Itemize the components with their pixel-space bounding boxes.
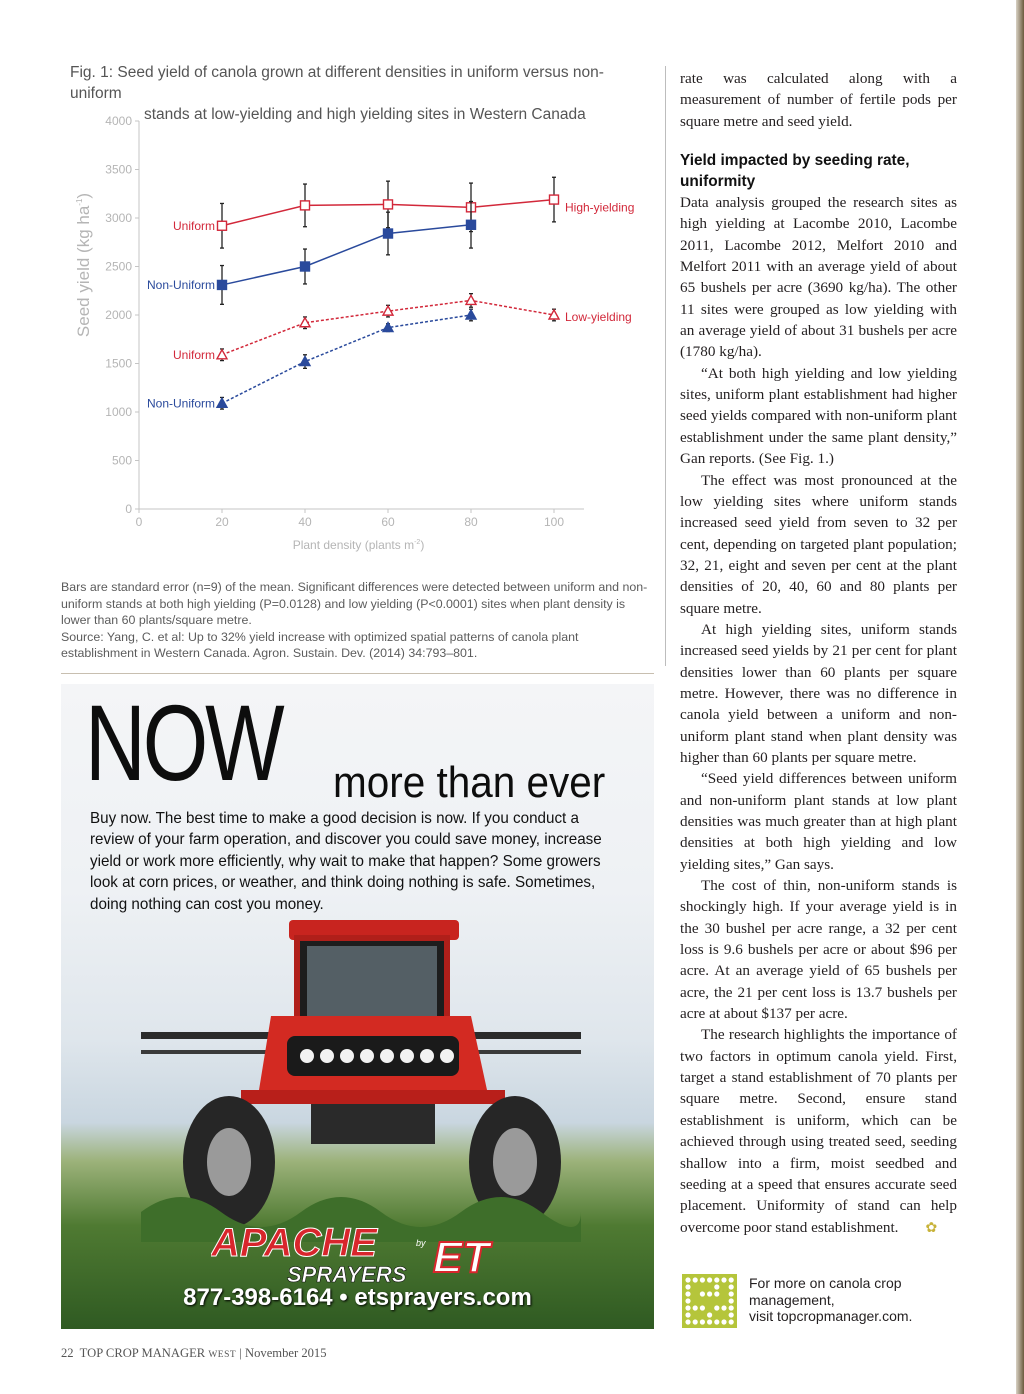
y-axis-label-text: Seed yield (kg ha (74, 205, 93, 338)
x-tick-label: 80 (464, 515, 478, 529)
data-point (550, 195, 559, 204)
group-label-high: High-yielding (565, 200, 635, 215)
article-paragraph-6: The cost of thin, non-uniform stands is shockingly high. If your average yield is in the 30 bushel per acre range, a 32 per cent loss is 9.6 bushels per acre or about $96 per acre. At an average yield of 65 bushels per acre, the 21 per cent loss is 13.7 bushels per acre at about $137 per acre. (680, 877, 957, 1023)
x-axis-label-text: Plant density (plants m (292, 538, 415, 552)
y-tick-label: 3000 (105, 211, 132, 225)
qr-dot (714, 1319, 719, 1324)
ad-brand-by: by (416, 1238, 426, 1248)
series-line-low-yielding-non-uniform (222, 315, 471, 403)
qr-dot (721, 1305, 726, 1310)
qr-dot (685, 1284, 690, 1289)
data-point (466, 295, 476, 304)
more-info-line-2: management, (749, 1291, 835, 1308)
x-axis-label-end: ) (420, 538, 425, 552)
article-paragraph-2: “At both high yielding and low yielding sites, uniform plant establishment had higher seed yields compared with non-uniform plant establishment under the same plant density,” Gan reports. (See Fig. 1.) (680, 364, 957, 468)
ad-contact[interactable]: 877-398-6164 • etsprayers.com (183, 1284, 532, 1311)
y-tick-label: 1500 (105, 356, 132, 371)
qr-dot (714, 1291, 719, 1296)
y-tick-label: 1000 (105, 405, 132, 419)
y-axis-label-end: ) (74, 192, 93, 199)
ad-body-text: Buy now. The best time to make a good decision is now. If you conduct a review of your farm operation, and discover you could save money, increase yield or work more efficiently, why wait to make that happen? Some growers look at corn prices, or weather, and think doing nothing is safe. Sometimes, doing nothing can cost you money. (90, 810, 602, 913)
figure-title-line-1: Fig. 1: Seed yield of canola grown at different densities in uniform versus non-uniform (70, 64, 604, 102)
data-point (218, 221, 227, 230)
ad-brand-sub: SPRAYERS (287, 1262, 407, 1287)
sprayer-advertisement[interactable] (61, 684, 654, 1329)
qr-dot (729, 1277, 734, 1282)
data-point (217, 398, 227, 407)
data-point (301, 201, 310, 210)
data-point (218, 280, 227, 289)
data-point (301, 262, 310, 271)
yield-chart (64, 108, 654, 558)
x-tick-label: 40 (298, 515, 312, 529)
data-point (384, 200, 393, 209)
magazine-name: TOP CROP MANAGER (79, 1346, 206, 1360)
article-intro: rate was calculated along with a measurement of number of fertile pods per square metre and seed yield. (680, 70, 957, 130)
data-point (384, 229, 393, 238)
data-point (466, 310, 476, 319)
ad-headline-more: more than ever (333, 758, 606, 807)
qr-dot (685, 1305, 690, 1310)
qr-dot (714, 1284, 719, 1289)
qr-dot (721, 1319, 726, 1324)
article-paragraph-1: Data analysis grouped the research sites as high yielding at Lacombe 2010, Lacombe 2011, Lacombe 2012, Melfort 2010 and Melfort 2011 with an average yield of about 65 bushels per acre (3690 kg/ha). The other 11 sites were grouped as low yielding with an average yield of about 31 bushels per acre (1780 kg/ha). (680, 194, 957, 361)
ad-headline-now: NOW (85, 684, 282, 803)
more-info-line-1: For more on canola crop (749, 1275, 902, 1291)
qr-dot (729, 1291, 734, 1296)
qr-dot (685, 1319, 690, 1324)
x-axis-label (293, 538, 425, 552)
qr-dot (693, 1305, 698, 1310)
figure-caption (61, 579, 651, 662)
series-label: Uniform (172, 218, 215, 233)
qr-dot (685, 1298, 690, 1303)
qr-dot (707, 1277, 712, 1282)
qr-code-icon[interactable] (682, 1274, 737, 1328)
page-number: 22 (61, 1346, 74, 1360)
sprayer-tractor-image (141, 912, 581, 1242)
qr-dot (700, 1277, 705, 1282)
qr-dot (693, 1277, 698, 1282)
series-label: Uniform (172, 347, 215, 362)
qr-dot (693, 1319, 698, 1324)
figure-title-line-2: stands at low-yielding and high yielding sites in Western Canada (144, 106, 586, 123)
qr-dot (721, 1277, 726, 1282)
x-axis-label-sup: -2 (414, 539, 421, 546)
data-point (300, 357, 310, 366)
article-subheading: Yield impacted by seeding rate, uniformity (680, 152, 910, 191)
qr-dot (685, 1291, 690, 1296)
apache-et-logo (211, 1216, 511, 1288)
series-label: Non-Uniform (146, 396, 215, 411)
article-paragraph-3: The effect was most pronounced at the low yielding sites where uniform stands increased seed yield from seven to 32 per cent, depending on targeted plant population; 32, 21, eight and seven per cent at the plant densities of 20, 40, 60 and 80 plants per square metre. (680, 471, 957, 617)
ad-brand: APACHE (211, 1221, 377, 1265)
y-axis-label-sup: -1 (75, 198, 84, 206)
magazine-edition: WEST (208, 1350, 237, 1360)
y-tick-label: 2000 (105, 308, 132, 322)
qr-dot (707, 1312, 712, 1317)
qr-dot (700, 1319, 705, 1324)
qr-dot (685, 1277, 690, 1282)
group-label-low: Low-yielding (565, 310, 632, 324)
qr-dot (714, 1305, 719, 1310)
qr-dot (729, 1312, 734, 1317)
y-tick-label: 4000 (105, 114, 132, 128)
data-point (467, 220, 476, 229)
figure-divider (61, 673, 654, 674)
page-edge (1016, 0, 1024, 1394)
y-tick-label: 2500 (105, 259, 132, 274)
column-divider (665, 66, 666, 666)
series-label: Non-Uniform (146, 277, 215, 292)
y-tick-label: 3500 (105, 162, 132, 177)
article-paragraph-4: At high yielding sites, uniform stands increased seed yields by 21 per cent for plant densities lower than 60 plants per square metre. However, there was no difference in canola yield between a uniform and non-uniform plant stand when plant density was higher than 60 plants per square metre. (680, 620, 957, 766)
article-paragraph-5: “Seed yield differences between uniform and non-uniform plant stands at low plant densities was much greater than at high plant densities at both high yielding and low yielding sites,” Gan says. (680, 770, 957, 873)
y-tick-label: 500 (111, 453, 132, 468)
footer-separator: | (239, 1346, 242, 1360)
qr-dot (729, 1305, 734, 1310)
qr-dot (700, 1305, 705, 1310)
x-tick-label: 100 (543, 515, 565, 529)
canola-leaf-icon: ✿ (925, 1220, 938, 1236)
x-tick-label: 20 (215, 515, 229, 529)
series-line-high-yielding-non-uniform (222, 225, 471, 285)
qr-dot (714, 1277, 719, 1282)
qr-dot (729, 1319, 734, 1324)
page-footer (61, 1346, 327, 1361)
qr-dot (685, 1312, 690, 1317)
x-tick-label: 0 (135, 515, 143, 529)
qr-dot (707, 1291, 712, 1296)
qr-dot (707, 1319, 712, 1324)
figure-caption-note: Bars are standard error (n=9) of the mean. Significant differences were detected between uniform and non-uniform stands at both high yielding (P=0.0128) and low yielding (P<0.0001) sites when plant density is lower than 60 plants/square metre. (61, 580, 648, 628)
figure-source: Source: Yang, C. et al: Up to 32% yield increase with optimized spatial patterns of canola plant establishment in Western Canada. Agron. Sustain. Dev. (2014) 34:793–801. (61, 629, 579, 661)
article-column (680, 68, 957, 1239)
x-tick-label: 60 (381, 515, 395, 529)
et-logo-mark: ET (433, 1233, 490, 1282)
y-axis-label (74, 193, 93, 337)
more-info-box (749, 1275, 989, 1325)
issue-date: November 2015 (245, 1346, 327, 1360)
data-point (217, 350, 227, 359)
y-tick-label: 0 (125, 502, 132, 516)
more-info-link[interactable]: visit topcropmanager.com. (749, 1308, 913, 1325)
qr-dot (729, 1298, 734, 1303)
qr-dot (729, 1284, 734, 1289)
article-paragraph-7: The research highlights the importance of two factors in optimum canola yield. First, target a stand establishment of 70 plants per square metre. Second, ensure stand establishment is uniform, which can be achieved through using treated seed, seeding shallow into a firm, moist seedbed and seeding at a speed that ensures accurate seed placement. Uniformity of stand can help overcome poor stand establishment. (680, 1026, 957, 1236)
qr-dot (700, 1291, 705, 1296)
